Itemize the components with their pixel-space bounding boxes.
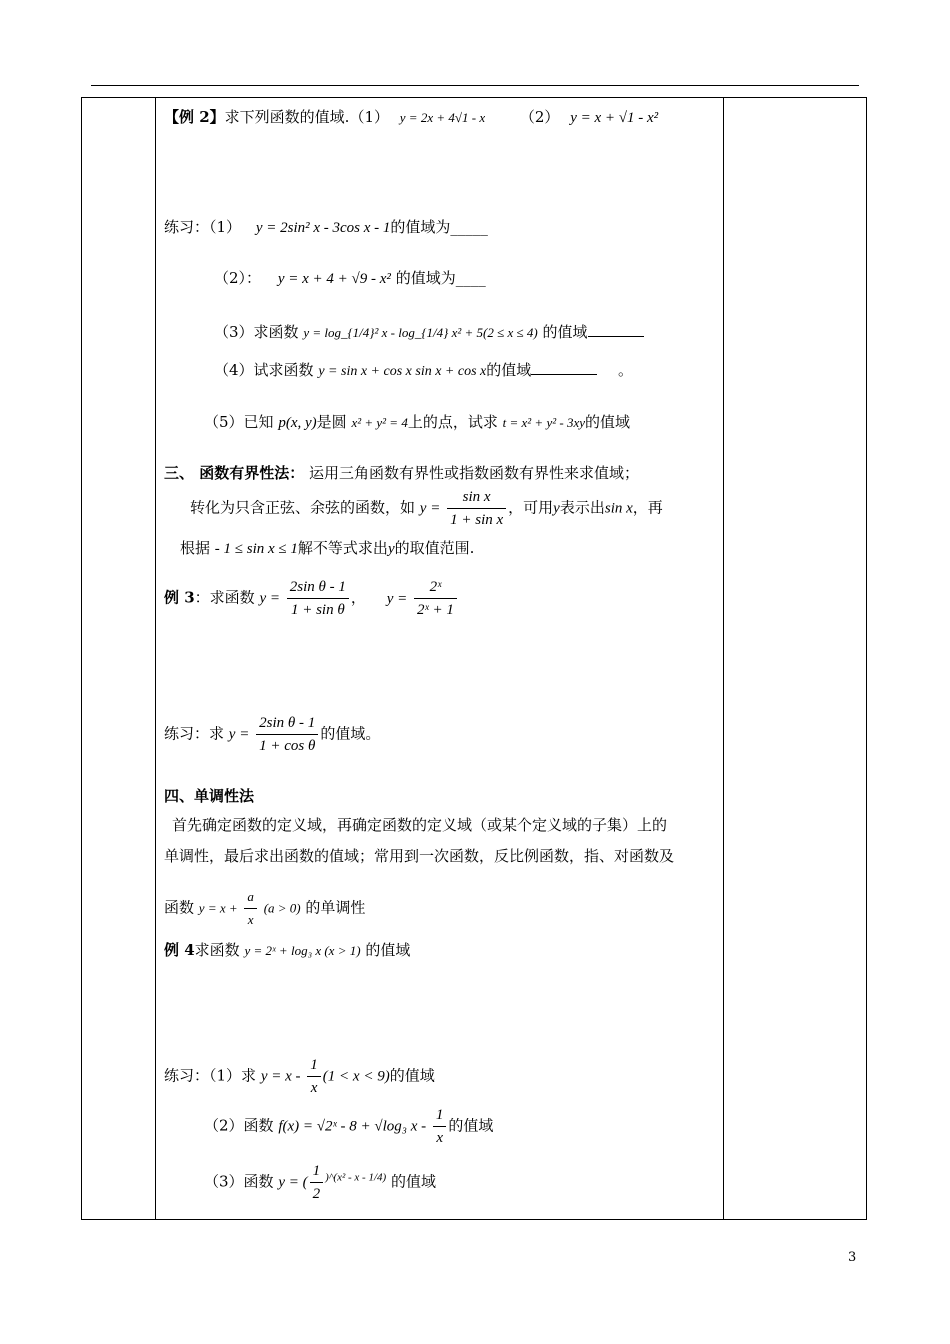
practice-suffix: 的值域 <box>585 413 631 431</box>
text: 转化为只含正弦、余弦的函数，如 <box>190 498 416 517</box>
p3-fraction <box>244 886 257 931</box>
ex3-lhs: y = <box>259 590 280 607</box>
text-circle: 是圆 <box>316 413 347 431</box>
practice-label: （2）： <box>214 269 262 287</box>
example-2-formula-1: y = 2x + 4√1 - x <box>399 110 486 125</box>
pr2-formula: f(x) = √2ˣ - 8 + √log₃ x - <box>278 1118 427 1135</box>
section-4-para-3 <box>164 886 365 931</box>
eg-fraction <box>447 486 506 531</box>
text: ，可用 <box>508 498 554 517</box>
text: ，再 <box>632 498 663 517</box>
frac-num: sin x <box>447 486 506 509</box>
text: 的取值范围. <box>394 539 475 557</box>
section-4-practice-1 <box>164 1054 435 1099</box>
example-2-num-2: （2） <box>519 108 560 126</box>
practice-label: 练习：求 <box>164 724 225 743</box>
pr1-lhs: y = x - <box>260 1068 301 1085</box>
inequality: - 1 ≤ sin x ≤ 1 <box>214 541 298 557</box>
practice-1-item-4 <box>214 360 633 382</box>
practice-suffix: 的值域 <box>390 1172 436 1191</box>
pr1-fraction <box>307 1054 321 1099</box>
prac-fraction <box>256 712 318 757</box>
example-4-formula: y = 2ˣ + log₃ x (x > 1) <box>244 943 361 958</box>
text: 的单调性 <box>305 898 366 917</box>
section-3-heading <box>164 463 639 483</box>
frac-den: 2 <box>312 1186 321 1202</box>
practice-label: （5）已知 <box>204 413 274 431</box>
example-2-formula-2: y = x + √1 - x² <box>570 110 659 126</box>
ex3-fraction-1 <box>287 576 349 621</box>
point-p: p(x, y) <box>278 415 317 431</box>
section-4-title: 四、单调性法 <box>164 787 255 805</box>
example-4-label: 例 4 <box>164 941 195 959</box>
var-y: y <box>387 541 395 557</box>
practice-formula: y = sin x + cos x sin x + cos x <box>318 364 487 379</box>
frac-den: 2ˣ + 1 <box>417 602 454 618</box>
example-4 <box>164 940 410 961</box>
page-number: 3 <box>848 1250 857 1265</box>
practice-suffix: 的值域。 <box>320 724 381 743</box>
prac-lhs: y = <box>228 726 250 743</box>
frac-den: x <box>310 1080 318 1096</box>
practice-formula: y = 2sin² x - 3cos x - 1 <box>255 220 391 236</box>
practice-label: 练习：（1）求 <box>164 1066 257 1085</box>
example-4-suffix: 的值域 <box>365 941 411 959</box>
practice-1-item-1 <box>164 217 488 238</box>
end-mark: 。 <box>618 361 634 379</box>
eg-lhs: y = <box>419 500 441 517</box>
practice-formula: y = log_{1/4}² x - log_{1/4} x² + 5(2 ≤ x ≤ 4) <box>303 325 538 340</box>
practice-suffix: 的值域 <box>389 1066 435 1085</box>
content-table <box>81 97 867 1220</box>
answer-blank <box>531 360 597 375</box>
pr1-cond: (1 < x < 9) <box>322 1068 390 1085</box>
example-3-text: ：求函数 <box>194 588 255 607</box>
section-3-desc: 运用三角函数有界性或指数函数有界性来求值域； <box>309 464 640 482</box>
practice-label: （3）函数 <box>204 1172 274 1191</box>
t-expression: t = x² + y² - 3xy <box>502 415 585 430</box>
pr3-fraction <box>310 1160 324 1205</box>
table-divider-left <box>155 98 156 1219</box>
practice-label: （2）函数 <box>204 1116 274 1135</box>
frac-num: 2sin θ - 1 <box>287 576 349 599</box>
practice-suffix: 的值域为____ <box>395 269 486 287</box>
text-find: 上的点，试求 <box>407 413 498 431</box>
practice-label: 练习：（1） <box>164 218 242 236</box>
practice-suffix: 的值域 <box>542 323 588 341</box>
table-divider-right <box>723 98 724 1219</box>
practice-formula: y = x + 4 + √9 - x² <box>277 271 391 287</box>
section-4-para-1: 首先确定函数的定义域，再确定函数的定义域（或某个定义域的子集）上的 <box>172 816 668 834</box>
var-y: y <box>553 500 560 517</box>
pr2-fraction <box>433 1104 447 1149</box>
practice-suffix: 的值域为_____ <box>390 218 488 236</box>
example-3 <box>164 576 459 621</box>
ex3-fraction-2 <box>414 576 457 621</box>
header-rule <box>91 85 859 86</box>
p3-lhs: y = x + <box>198 900 238 916</box>
text: 根据 <box>180 539 211 557</box>
frac-den: x <box>247 912 254 927</box>
text: 函数 <box>164 898 195 917</box>
practice-label: （3）求函数 <box>214 323 299 341</box>
answer-blank <box>588 322 644 337</box>
example-2-label: 【例 2】 <box>164 108 225 126</box>
example-4-text: 求函数 <box>194 941 240 959</box>
section-4-practice-2 <box>204 1104 493 1149</box>
pr3-lhs: y = ( <box>278 1174 308 1191</box>
frac-den: 1 + sin x <box>450 512 504 528</box>
practice-suffix: 的值域 <box>486 361 532 379</box>
practice-1-item-3 <box>214 322 644 343</box>
section-3-practice <box>164 712 380 757</box>
frac-num: 1 <box>433 1104 447 1127</box>
section-4-para-2: 单调性，最后求出函数的值域；常用到一次函数，反比例函数，指、对函数及 <box>164 847 675 865</box>
frac-den: 1 + sin θ <box>290 602 345 618</box>
frac-num: 2ˣ <box>414 576 457 599</box>
text: 解不等式求出 <box>297 539 388 557</box>
p3-cond: (a > 0) <box>263 900 301 916</box>
frac-den: 1 + cos θ <box>259 738 316 754</box>
text: 表示出 <box>559 498 605 517</box>
section-4-practice-3 <box>204 1160 436 1205</box>
frac-num: 1 <box>310 1160 324 1183</box>
pr3-exponent: )^(x² - x - 1/4) <box>325 1171 387 1184</box>
frac-den: x <box>436 1130 443 1146</box>
practice-suffix: 的值域 <box>448 1116 494 1135</box>
ex3-lhs: y = <box>386 590 408 607</box>
frac-num: a <box>244 886 257 909</box>
circle-equation: x² + y² = 4 <box>351 415 408 430</box>
sin-x: sin x <box>604 500 633 517</box>
separator: ， <box>350 588 366 607</box>
practice-label: （4）试求函数 <box>214 361 314 379</box>
frac-num: 1 <box>307 1054 321 1077</box>
example-2-text: 求下列函数的值域.（1） <box>224 108 389 126</box>
example-2 <box>164 107 658 128</box>
frac-num: 2sin θ - 1 <box>256 712 318 735</box>
section-3-line-2 <box>180 538 474 559</box>
practice-1-item-5 <box>204 412 630 433</box>
practice-1-item-2 <box>214 268 486 289</box>
section-3-line-1 <box>190 486 663 531</box>
example-3-label: 例 3 <box>164 588 195 607</box>
section-3-title: 三、 函数有界性法： <box>164 464 305 482</box>
